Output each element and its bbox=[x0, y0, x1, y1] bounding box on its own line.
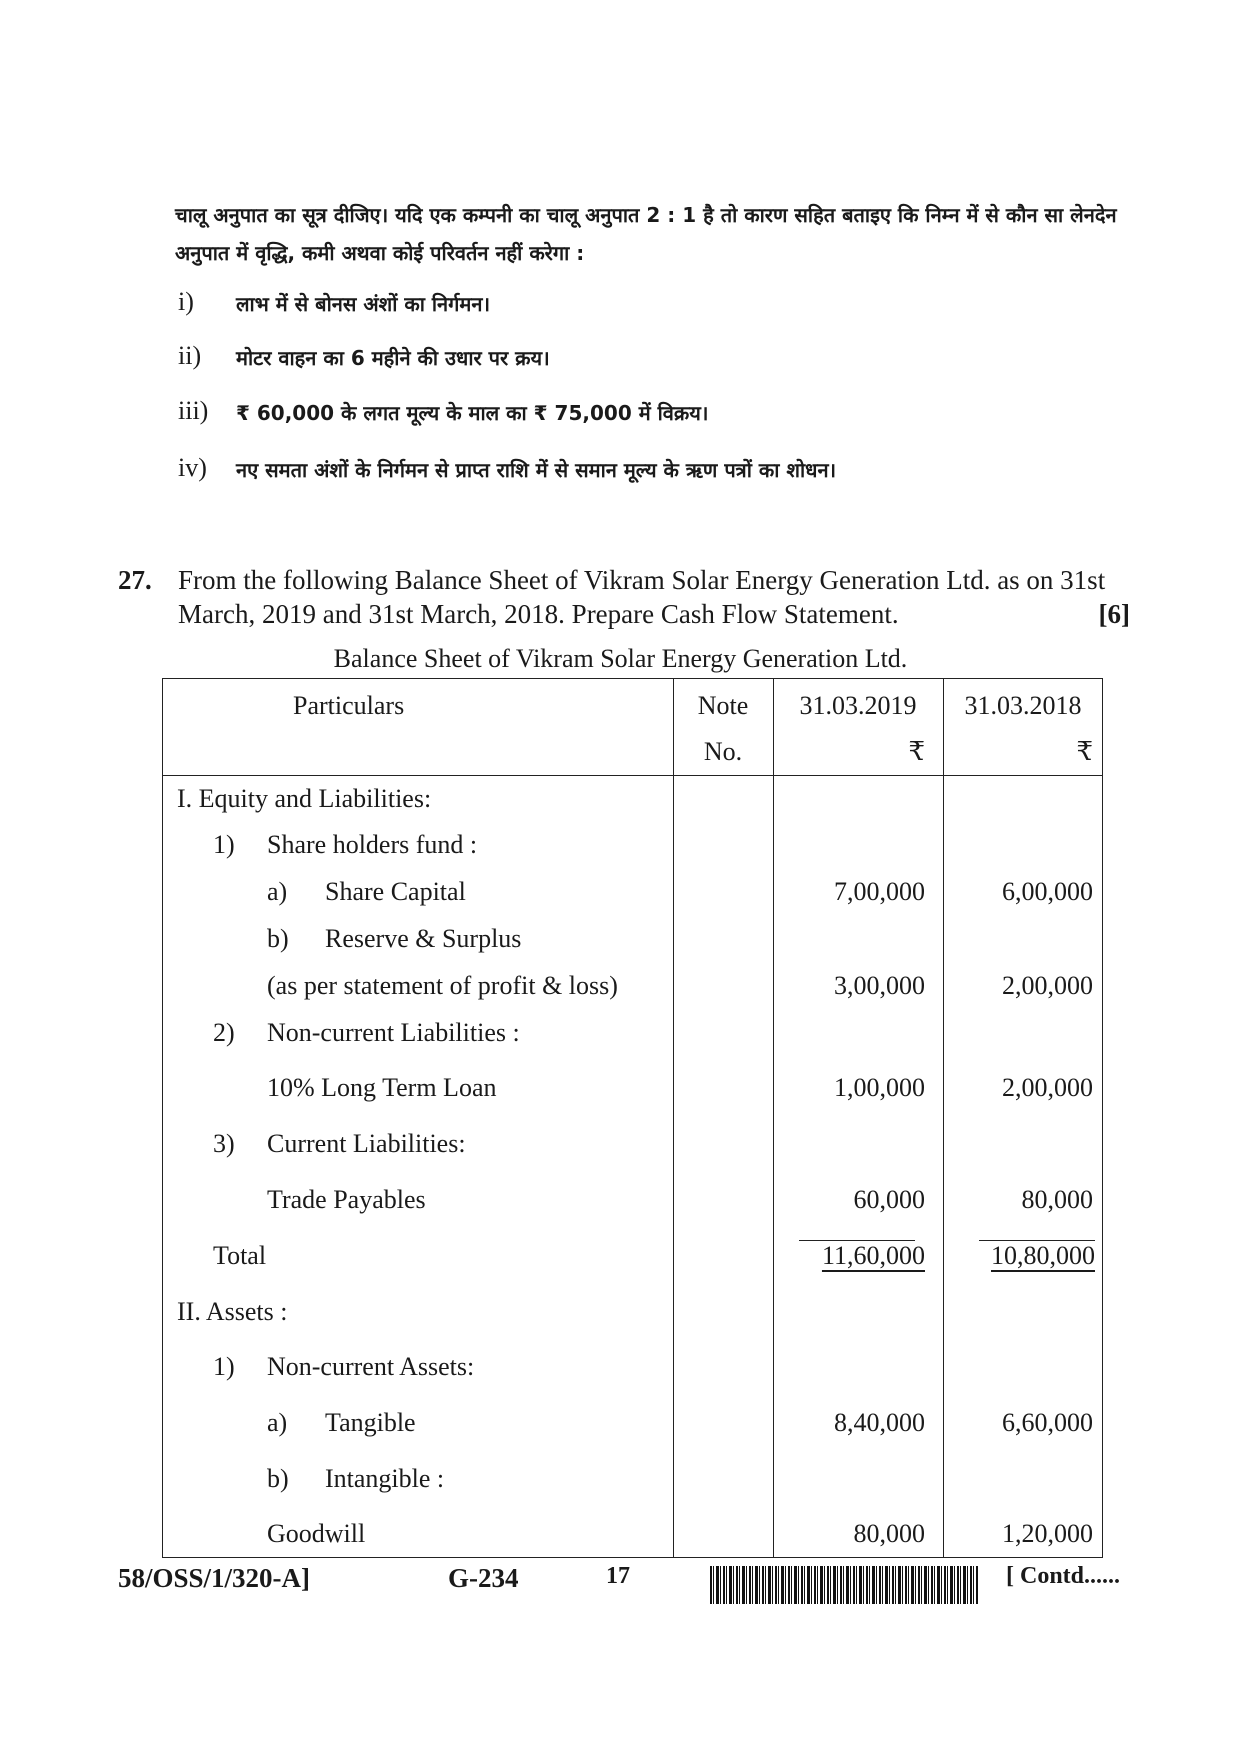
hindi-item-text: नए समता अंशों के निर्गमन से प्राप्त राशि में से समान मूल्य के ऋण पत्रों का शोधन। bbox=[236, 458, 837, 482]
header-note: Note bbox=[697, 691, 749, 720]
row-label: Goodwill bbox=[267, 1519, 366, 1548]
section-assets: II. Assets : bbox=[177, 1297, 288, 1326]
row-label: Non-current Liabilities : bbox=[267, 1018, 520, 1047]
row-label: Share holders fund : bbox=[267, 830, 478, 859]
total-2018: 10,80,000 bbox=[991, 1241, 1095, 1270]
page-number: 17 bbox=[606, 1563, 630, 1589]
hindi-item-text: मोटर वाहन का 6 महीने की उधार पर क्रय। bbox=[236, 346, 550, 370]
value-2019: 3,00,000 bbox=[834, 971, 925, 1000]
footer-contd: [ Contd...... bbox=[1006, 1563, 1121, 1589]
row-number: b) bbox=[267, 1464, 289, 1493]
row-number: 1) bbox=[213, 1352, 235, 1381]
header-currency-2018: ₹ bbox=[1076, 737, 1093, 766]
barcode-image bbox=[710, 1566, 978, 1604]
value-2019: 60,000 bbox=[853, 1185, 925, 1214]
header-year-2019: 31.03.2019 bbox=[799, 691, 917, 720]
header-year-2018: 31.03.2018 bbox=[964, 691, 1082, 720]
balance-sheet-table bbox=[162, 678, 1103, 1558]
total-2019: 11,60,000 bbox=[821, 1241, 925, 1270]
value-2018: 1,20,000 bbox=[1002, 1519, 1093, 1548]
value-2018: 6,00,000 bbox=[1002, 877, 1093, 906]
row-label: Intangible : bbox=[325, 1464, 445, 1493]
row-number: b) bbox=[267, 924, 289, 953]
footer-code: 58/OSS/1/320-A] bbox=[118, 1563, 311, 1593]
hindi-item-number: iii) bbox=[178, 396, 209, 425]
row-number: 2) bbox=[213, 1018, 235, 1047]
row-number: a) bbox=[267, 1408, 288, 1437]
row-number: a) bbox=[267, 877, 288, 906]
table-caption: Balance Sheet of Vikram Solar Energy Generation Ltd. bbox=[333, 644, 908, 673]
row-number: 1) bbox=[213, 830, 235, 859]
hindi-intro: चालू अनुपात का सूत्र दीजिए। यदि एक कम्पनी का चालू अनुपात 2 : 1 है तो कारण सहित बताइए कि निम्न में से कौन सा लेनदेन अनुपात में वृद्धि, कमी अथवा कोई परिवर्तन नहीं करेगा : bbox=[175, 203, 1117, 265]
row-label: 10% Long Term Loan bbox=[267, 1073, 497, 1102]
value-2019: 1,00,000 bbox=[834, 1073, 925, 1102]
question-number: 27. bbox=[118, 565, 152, 595]
hindi-item-number: ii) bbox=[178, 341, 202, 370]
hindi-item-text: ₹ 60,000 के लगत मूल्य के माल का ₹ 75,000 में विक्रय। bbox=[236, 401, 709, 425]
section-equity-liabilities: I. Equity and Liabilities: bbox=[177, 784, 432, 813]
header-note-no: No. bbox=[703, 737, 743, 766]
row-label: Current Liabilities: bbox=[267, 1129, 466, 1158]
question-marks: [6] bbox=[1098, 599, 1130, 629]
row-number: 3) bbox=[213, 1129, 235, 1158]
value-2019: 80,000 bbox=[853, 1519, 925, 1548]
value-2019: 8,40,000 bbox=[834, 1408, 925, 1437]
footer-series: G-234 bbox=[448, 1563, 519, 1593]
row-label: Reserve & Surplus bbox=[325, 924, 522, 953]
value-2018: 2,00,000 bbox=[1002, 1073, 1093, 1102]
question-text: From the following Balance Sheet of Vikram Solar Energy Generation Ltd. as on 31st March, 2019 and 31st March, 2018. Prepare Cash Flow Statement. bbox=[178, 565, 1106, 629]
hindi-item-text: लाभ में से बोनस अंशों का निर्गमन। bbox=[236, 292, 491, 316]
row-label-total: Total bbox=[213, 1241, 267, 1270]
row-label: Non-current Assets: bbox=[267, 1352, 475, 1381]
row-label: Tangible bbox=[325, 1408, 416, 1437]
header-particulars: Particulars bbox=[293, 691, 405, 720]
value-2018: 2,00,000 bbox=[1002, 971, 1093, 1000]
header-currency-2019: ₹ bbox=[908, 737, 925, 766]
value-2019: 7,00,000 bbox=[834, 877, 925, 906]
row-label: Trade Payables bbox=[267, 1185, 426, 1214]
column-divider bbox=[673, 679, 674, 1557]
row-label: (as per statement of profit & loss) bbox=[267, 971, 618, 1000]
row-label: Share Capital bbox=[325, 877, 466, 906]
header-divider bbox=[163, 775, 1102, 776]
hindi-item-number: i) bbox=[178, 287, 194, 316]
value-2018: 80,000 bbox=[1021, 1185, 1093, 1214]
hindi-item-number: iv) bbox=[178, 453, 207, 482]
value-2018: 6,60,000 bbox=[1002, 1408, 1093, 1437]
